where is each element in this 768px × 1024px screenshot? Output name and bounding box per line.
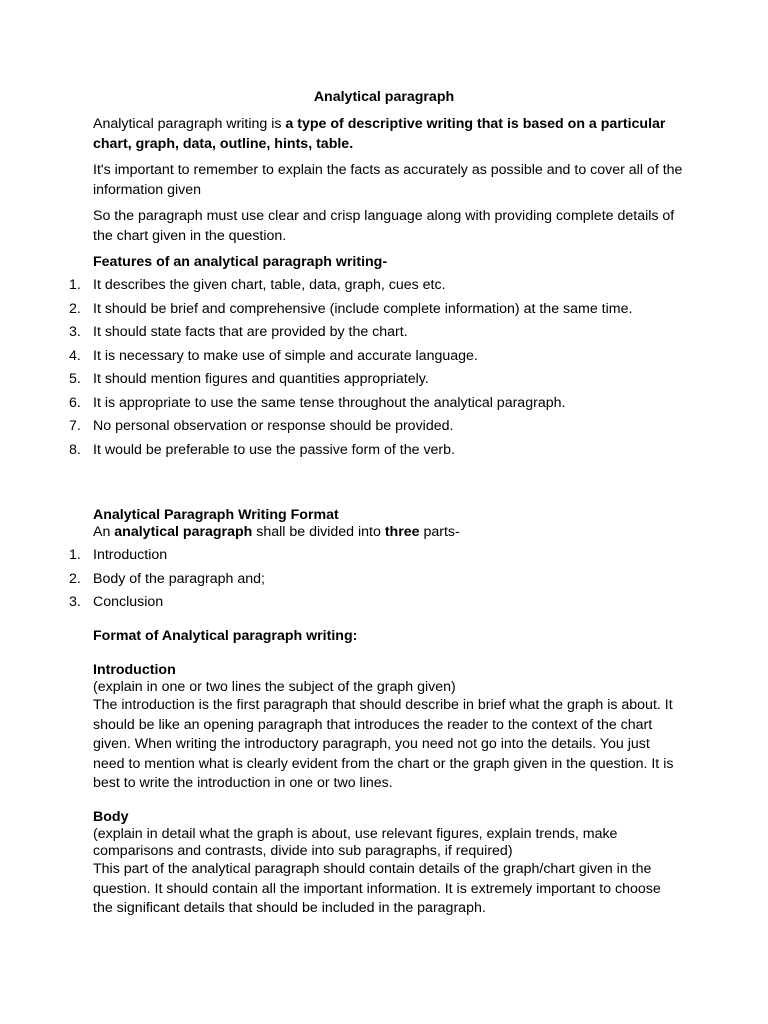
list-item: 3. Conclusion (69, 594, 164, 610)
intro-paragraph-1 (93, 115, 683, 154)
introduction-heading: Introduction (93, 662, 176, 678)
intro-p1-text: Analytical paragraph writing is (93, 116, 286, 132)
list-item: 1. Introduction (69, 547, 168, 563)
introduction-section (93, 661, 678, 794)
intro-p3-text: So the paragraph must use clear and crisp language along with providing complete details of the chart given in the question. (93, 208, 675, 244)
list-item: 3. It should state facts that are provided by the chart. (69, 324, 408, 340)
intro-paragraph-2 (93, 161, 683, 200)
list-item: 5. It should mention figures and quantities appropriately. (69, 371, 429, 387)
list-item: 2. It should be brief and comprehensive (include complete information) at the same time. (69, 300, 633, 317)
list-item: 8. It would be preferable to use the passive form of the verb. (69, 441, 455, 458)
body-section (93, 808, 678, 919)
format-intro-line: An analytical paragraph shall be divided into three parts- (93, 524, 460, 540)
list-item: 7. No personal observation or response should be provided. (69, 418, 454, 434)
body-heading: Body (93, 809, 129, 825)
intro-p1-bold: a type of descriptive writing that is based on a particular chart, graph, data, outline, hints, table. (93, 116, 666, 152)
body-note: (explain in detail what the graph is about, use relevant figures, explain trends, make comparisons and contrasts, divide into sub paragraphs, if required) (93, 826, 618, 859)
features-list (69, 274, 673, 462)
list-item: 2. Body of the paragraph and; (69, 570, 265, 587)
document-title: Analytical paragraph (313, 89, 455, 105)
introduction-body: The introduction is the first paragraph that should describe in brief what the graph is about. It should be like an opening paragraph that introduces the reader to the context of the chart given. When writing the introductory paragraph, you need not go into the details. You just need to mention what is clearly evident from the chart or the graph given in the question. It is best to write the introduction in one or two lines. (93, 697, 674, 791)
list-item: 6. It is appropriate to use the same tense throughout the analytical paragraph. (69, 394, 566, 411)
parts-list (69, 544, 673, 615)
list-item: 4. It is necessary to make use of simple and accurate language. (69, 347, 478, 364)
format-heading: Analytical Paragraph Writing Format (93, 507, 339, 523)
list-item: 1. It describes the given chart, table, data, graph, cues etc. (69, 277, 446, 293)
body-text: This part of the analytical paragraph should contain details of the graph/chart given in the question. It should contain all the important information. It is extremely important to choose the significant details that should be included in the paragraph. (93, 861, 661, 916)
intro-paragraph-3 (93, 207, 683, 246)
intro-p2-text: It's important to remember to explain the facts as accurately as possible and to cover all of the information given (93, 162, 683, 198)
features-heading: Features of an analytical paragraph writing- (93, 254, 388, 270)
format-writing-heading: Format of Analytical paragraph writing: (93, 628, 358, 644)
introduction-note: (explain in one or two lines the subject of the graph given) (93, 679, 456, 695)
